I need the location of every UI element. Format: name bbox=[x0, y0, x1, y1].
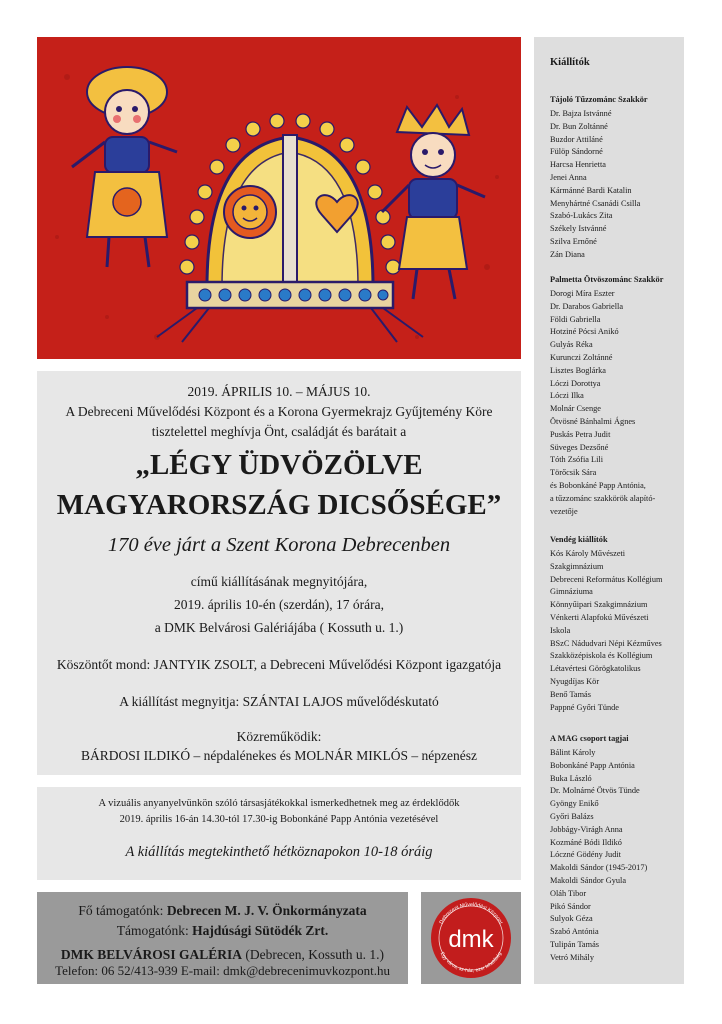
exhibitor-name: Buzdor Attiláné bbox=[550, 134, 603, 144]
exhibitor-name: Pappné Győri Tünde bbox=[550, 702, 619, 712]
exhibition-title-line1: „LÉGY ÜDVÖZÖLVE bbox=[135, 449, 423, 481]
sidebar-group-heading: A MAG csoport tagjai bbox=[550, 734, 629, 743]
exhibitors-sidebar bbox=[534, 37, 684, 984]
exhibitor-name: Dr. Bun Zoltánné bbox=[550, 121, 608, 131]
exhibitor-name: vezetője bbox=[550, 506, 578, 516]
exhibitor-name: Bobonkáné Papp Antónia bbox=[550, 760, 635, 770]
enamel-crown-painting bbox=[37, 37, 521, 359]
exhibitor-name: Makoldi Sándor (1945-2017) bbox=[550, 863, 648, 873]
exhibitor-name: Puskás Petra Judit bbox=[550, 429, 611, 439]
exhibitor-name: Molnár Csenge bbox=[550, 404, 601, 414]
exhibitor-name: Szakközépiskola és Kollégium bbox=[550, 651, 653, 661]
exhibitor-name: Könnyűipari Szakgimnázium bbox=[550, 600, 648, 610]
logo-ring-top: Debreceni Művelődési Központ bbox=[438, 901, 504, 926]
exhibitor-name: BSzC Nádudvari Népi Kézműves bbox=[550, 638, 662, 648]
exhibitor-name: Kurunczi Zoltánné bbox=[550, 353, 613, 362]
opening-line2: 2019. április 10-én (szerdán), 17 órára, bbox=[174, 597, 384, 612]
exhibitor-name: Vénkerti Alapfokú Művészeti bbox=[550, 613, 649, 622]
opening-line3: a DMK Belvárosi Galériájába ( Kossuth u. 1.) bbox=[154, 620, 404, 635]
exhibitor-name: Kármánné Bardi Katalin bbox=[550, 185, 632, 195]
exhibition-dates: 2019. ÁPRILIS 10. – MÁJUS 10. bbox=[187, 384, 371, 399]
workshop-line1: A vizuális anyanyelvünkön szóló társasjátékokkal ismerkedhetnek meg az érdeklődők bbox=[98, 798, 460, 809]
exhibitor-name: Hotziné Pócsi Anikó bbox=[550, 327, 619, 337]
exhibitor-name: Gimnáziuma bbox=[550, 587, 593, 597]
sponsor bbox=[37, 923, 408, 939]
exhibition-title-line2: MAGYARORSZÁG DICSŐSÉGE” bbox=[56, 489, 502, 521]
exhibitor-name: Zán Diana bbox=[550, 249, 585, 259]
exhibitor-name: Dr. Darabos Gabriella bbox=[550, 301, 624, 311]
exhibitor-name: Lisztes Boglárka bbox=[550, 365, 606, 375]
exhibitor-name: Ötvösné Bánhalmi Ágnes bbox=[550, 417, 636, 426]
exhibitor-name: Makoldi Sándor Gyula bbox=[550, 876, 627, 885]
exhibitor-name: Dr. Molnárné Ötvös Tünde bbox=[550, 786, 640, 796]
opening-speaker: A kiállítást megnyitja: SZÁNTAI LAJOS művelődéskutató bbox=[119, 694, 439, 709]
exhibitor-name: Bálint Károly bbox=[550, 748, 596, 757]
exhibitor-name: Jenei Anna bbox=[550, 173, 587, 182]
logo-text: dmk bbox=[448, 926, 494, 953]
exhibitor-name: Vetró Mihály bbox=[550, 952, 595, 962]
opening-hours: A kiállítás megtekinthető hétköznapokon 10-18 óráig bbox=[125, 844, 433, 860]
exhibitor-name: Menyhártné Csanádi Csilla bbox=[550, 198, 641, 208]
contributors: BÁRDOSI ILDIKÓ – népdalénekes és MOLNÁR MIKLÓS – népzenész bbox=[81, 748, 477, 763]
gallery-address bbox=[37, 947, 408, 963]
exhibitor-name: Tulipán Tamás bbox=[550, 940, 599, 949]
artwork-image bbox=[37, 37, 521, 359]
opening-line1: című kiállításának megnyitójára, bbox=[190, 574, 368, 589]
exhibitor-name: Fülöp Sándorné bbox=[550, 147, 603, 157]
organizers-line: A Debreceni Művelődési Központ és a Korona Gyermekrajz Gyűjtemény Köre bbox=[65, 404, 493, 419]
sidebar-group-heading: Vendég kiállítók bbox=[550, 535, 608, 544]
exhibitor-name: Gyöngy Enikő bbox=[550, 799, 599, 809]
exhibitor-name: Tóth Zsófia Lili bbox=[550, 455, 603, 465]
exhibitor-name: Kós Károly Művészeti bbox=[550, 549, 626, 558]
exhibitor-name: Földi Gabriella bbox=[550, 314, 601, 324]
exhibitor-name: Oláh Tibor bbox=[550, 888, 587, 898]
sidebar-title: Kiállítók bbox=[550, 57, 590, 68]
exhibitor-name: Nyugdíjas Kör bbox=[550, 677, 600, 686]
exhibitor-name: Dr. Bajza Istvánné bbox=[550, 109, 612, 118]
exhibitor-name: Buka László bbox=[550, 773, 592, 783]
contact-info: Telefon: 06 52/413-939 E-mail: dmk@debrecenimuvkozpont.hu bbox=[55, 963, 390, 978]
exhibitor-name: Szilva Ernőné bbox=[550, 237, 597, 246]
contributors-label: Közreműködik: bbox=[236, 729, 322, 744]
workshop-line2: 2019. április 16-án 14.30-tól 17.30-ig Bobonkáné Papp Antónia vezetésével bbox=[119, 814, 439, 825]
exhibitor-name: és Bobonkáné Papp Antónia, bbox=[550, 481, 646, 490]
exhibitor-name: Székely Istvánné bbox=[550, 224, 607, 234]
exhibitor-name: Létavértesi Görögkatolikus bbox=[550, 664, 641, 674]
invitation-block bbox=[37, 371, 521, 775]
dmk-logo-box bbox=[421, 892, 521, 984]
exhibitor-name: Kozmáné Bódi Ildikó bbox=[550, 837, 622, 847]
exhibitor-name: Dorogi Míra Eszter bbox=[550, 289, 615, 298]
exhibitor-name: Harcsa Henrietta bbox=[550, 160, 606, 170]
exhibitor-name: Lóczi Ilka bbox=[550, 391, 584, 401]
exhibitor-name: Jobbágy-Virágh Anna bbox=[550, 824, 623, 834]
exhibitor-name: Benő Tamás bbox=[550, 689, 591, 699]
dmk-logo bbox=[421, 892, 521, 984]
main-sponsor-label: Fő támogatónk: bbox=[78, 903, 167, 918]
logo-ring-bottom: Egy város, sz-ház, ezer lehetőség bbox=[438, 951, 504, 975]
sponsor-label: Támogatónk: bbox=[116, 923, 193, 938]
gallery-name: DMK BELVÁROSI GALÉRIA bbox=[60, 947, 242, 962]
exhibitor-name: Szabó-Lukács Zita bbox=[550, 211, 613, 221]
exhibitor-name: Szakgimnázium bbox=[550, 561, 604, 571]
sponsor-name: Hajdúsági Sütödék Zrt. bbox=[192, 923, 329, 938]
exhibitor-name: Győri Balázs bbox=[550, 812, 594, 821]
invitation-line: tisztelettel meghívja Önt, családját és barátait a bbox=[151, 424, 407, 439]
exhibitor-name: Iskola bbox=[550, 625, 571, 635]
exhibition-subtitle: 170 éve járt a Szent Korona Debrecenben bbox=[107, 534, 451, 556]
exhibitor-name: Gulyás Réka bbox=[550, 340, 593, 350]
sidebar-group-heading: Palmetta Ötvöszománc Szakkör bbox=[550, 275, 664, 284]
workshop-block bbox=[37, 787, 521, 880]
exhibitor-name: Sulyok Géza bbox=[550, 914, 593, 924]
greeting-speaker: Köszöntőt mond: JANTYIK ZSOLT, a Debreceni Művelődési Központ igazgatója bbox=[56, 657, 502, 672]
sponsors-footer bbox=[37, 892, 408, 984]
exhibitor-name: Törőcsik Sára bbox=[550, 468, 597, 478]
exhibitor-name: Süveges Dezsőné bbox=[550, 442, 609, 452]
exhibitor-name: Lóczi Dorottya bbox=[550, 378, 601, 388]
exhibitor-name: a tűzzománc szakkörök alapító- bbox=[550, 493, 656, 503]
exhibitor-name: Szabó Antónia bbox=[550, 927, 599, 937]
exhibitor-name: Pikó Sándor bbox=[550, 901, 591, 911]
gallery-addr: (Debrecen, Kossuth u. 1.) bbox=[241, 947, 385, 962]
main-sponsor-name: Debrecen M. J. V. Önkormányzata bbox=[166, 903, 367, 918]
exhibitor-name: Debreceni Református Kollégium bbox=[550, 574, 663, 584]
exhibitor-name: Lóczné Gödény Judit bbox=[550, 850, 621, 860]
sidebar-group-heading: Tájoló Tűzzománc Szakkör bbox=[550, 95, 648, 104]
main-sponsor bbox=[37, 903, 408, 919]
